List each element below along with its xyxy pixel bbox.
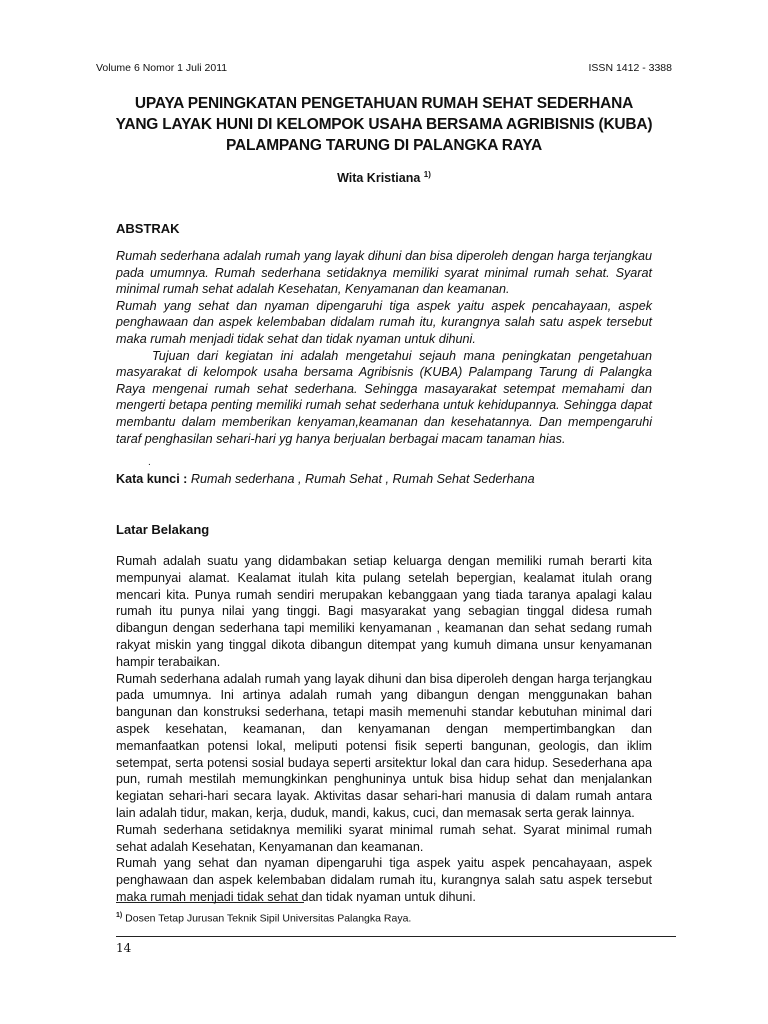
abstract-heading: ABSTRAK [116,221,180,236]
footnote [116,912,411,925]
section-heading: Latar Belakang [116,522,210,537]
journal-volume: Volume 6 Nomor 1 Juli 2011 [96,62,228,74]
author-footnote-marker: 1) [423,170,431,179]
article-title [100,93,668,156]
page-footer-divider [116,936,676,937]
abstract-paragraph: Tujuan dari kegiatan ini adalah mengetahui sejauh mana peningkatan pengetahuan masyarakat di kelompok usaha bersama Agribisnis (KUBA) Palampang Tarung di Palangka Raya mengenai rumah sehat sederhana. Sehingga masayarakat setempat memahami dan mengerti betapa penting memiliki rumah sehat sederhana untuk kehidupannya. Sehingga dapat membantu dalam memberikan kenyaman,keamanan dan kesehatannya. Dan mempengaruhi taraf penghasilan sehari-hari yg hanya berjualan berbagai macam tanaman hias. [116,348,652,446]
footnote-divider [116,902,304,903]
body-paragraph: Rumah sederhana adalah rumah yang layak dihuni dan bisa diperoleh dengan harga terjangkau pada umumnya. Ini artinya adalah rumah yang dibangun dengan menggunakan bahan bangunan dan konstruksi sederhana, tetapi masih memenuhi standar kebutuhan minimal dari aspek kesehatan, keamanan, dan kenyamanan dengan mempertimbangkan dan memanfaatkan potensi lokal, meliputi potensi fisik seperti bangunan, geologis, dan iklim setempat, serta potensi sosial budaya seperti arsitektur lokal dan cara hidup. Sesederhana apa pun, rumah mestilah memungkinkan penghuninya untuk bisa hidup sehat dan menjalankan kegiatan sehari-hari secara layak. Aktivitas dasar sehari-hari manusia di dalam rumah antara lain adalah tidur, makan, kerja, duduk, mandi, kakus, cuci, dan memasak serta gerak lainnya. [116,671,652,820]
section-body [116,553,652,906]
footnote-marker: 1) [116,912,123,919]
title-line: UPAYA PENINGKATAN PENGETAHUAN RUMAH SEHAT SEDERHANA [134,95,634,112]
author-name: Wita Kristiana [337,171,421,186]
footnote-text: Dosen Tetap Jurusan Teknik Sipil Universitas Palangka Raya. [125,912,412,925]
body-paragraph: Rumah adalah suatu yang didambakan setiap keluarga dengan memiliki rumah berarti kita mempunyai alamat. Kealamat itulah kita pulang setelah bepergian, kealamat itulah orang mencari kita. Punya rumah sendiri merupakan kebanggaan yang tiada taranya apalagi kalau rumah itu punya nilai yang tinggi. Bagi masyarakat yang sebagian tinggal didesa rumah dibangun dengan sederhana tapi memiliki kenyamanan , keamanan dan sehat sedang rumah rakyat miskin yang tinggal dikota dibangun ditempat yang kumuh dimana unsur kenyamanan hampir terabaikan. [116,554,652,669]
page-number: 14 [116,941,132,955]
abstract-paragraph: Rumah sederhana adalah rumah yang layak dihuni dan bisa diperoleh dengan harga terjangkau pada umumnya. Rumah sederhana setidaknya memiliki syarat minimal rumah sehat. Syarat minimal rumah sehat adalah Kesehatan, Kenyamanan dan keamanan. [116,249,652,297]
body-paragraph: Rumah sederhana setidaknya memiliki syarat minimal rumah sehat. Syarat minimal rumah sehat adalah Kesehatan, Kenyamanan dan keamanan. [116,822,652,854]
keywords-label: Kata kunci : [116,472,188,486]
keywords [116,472,535,486]
keywords-values: Rumah sederhana , Rumah Sehat , Rumah Sehat Sederhana [190,472,535,486]
abstract-body [116,248,652,447]
author [0,170,768,185]
stray-mark: . [148,457,151,468]
title-line: PALAMPANG TARUNG DI PALANGKA RAYA [225,137,543,154]
title-line: YANG LAYAK HUNI DI KELOMPOK USAHA BERSAMA AGRIBISNIS (KUBA) [115,116,653,133]
abstract-paragraph: Rumah yang sehat dan nyaman dipengaruhi tiga aspek yaitu aspek pencahayaan, aspek penghawaan dan aspek kelembaban didalam rumah itu, kurangnya salah satu aspek tersebut maka rumah menjadi tidak sehat dan tidak nyaman untuk dihuni. [116,298,652,346]
journal-issn: ISSN 1412 - 3388 [588,62,672,74]
body-paragraph: Rumah yang sehat dan nyaman dipengaruhi tiga aspek yaitu aspek pencahayaan, aspek penghawaan dan aspek kelembaban didalam rumah itu, kurangnya salah satu aspek tersebut maka rumah menjadi tidak sehat dan tidak nyaman untuk dihuni. [116,856,652,904]
